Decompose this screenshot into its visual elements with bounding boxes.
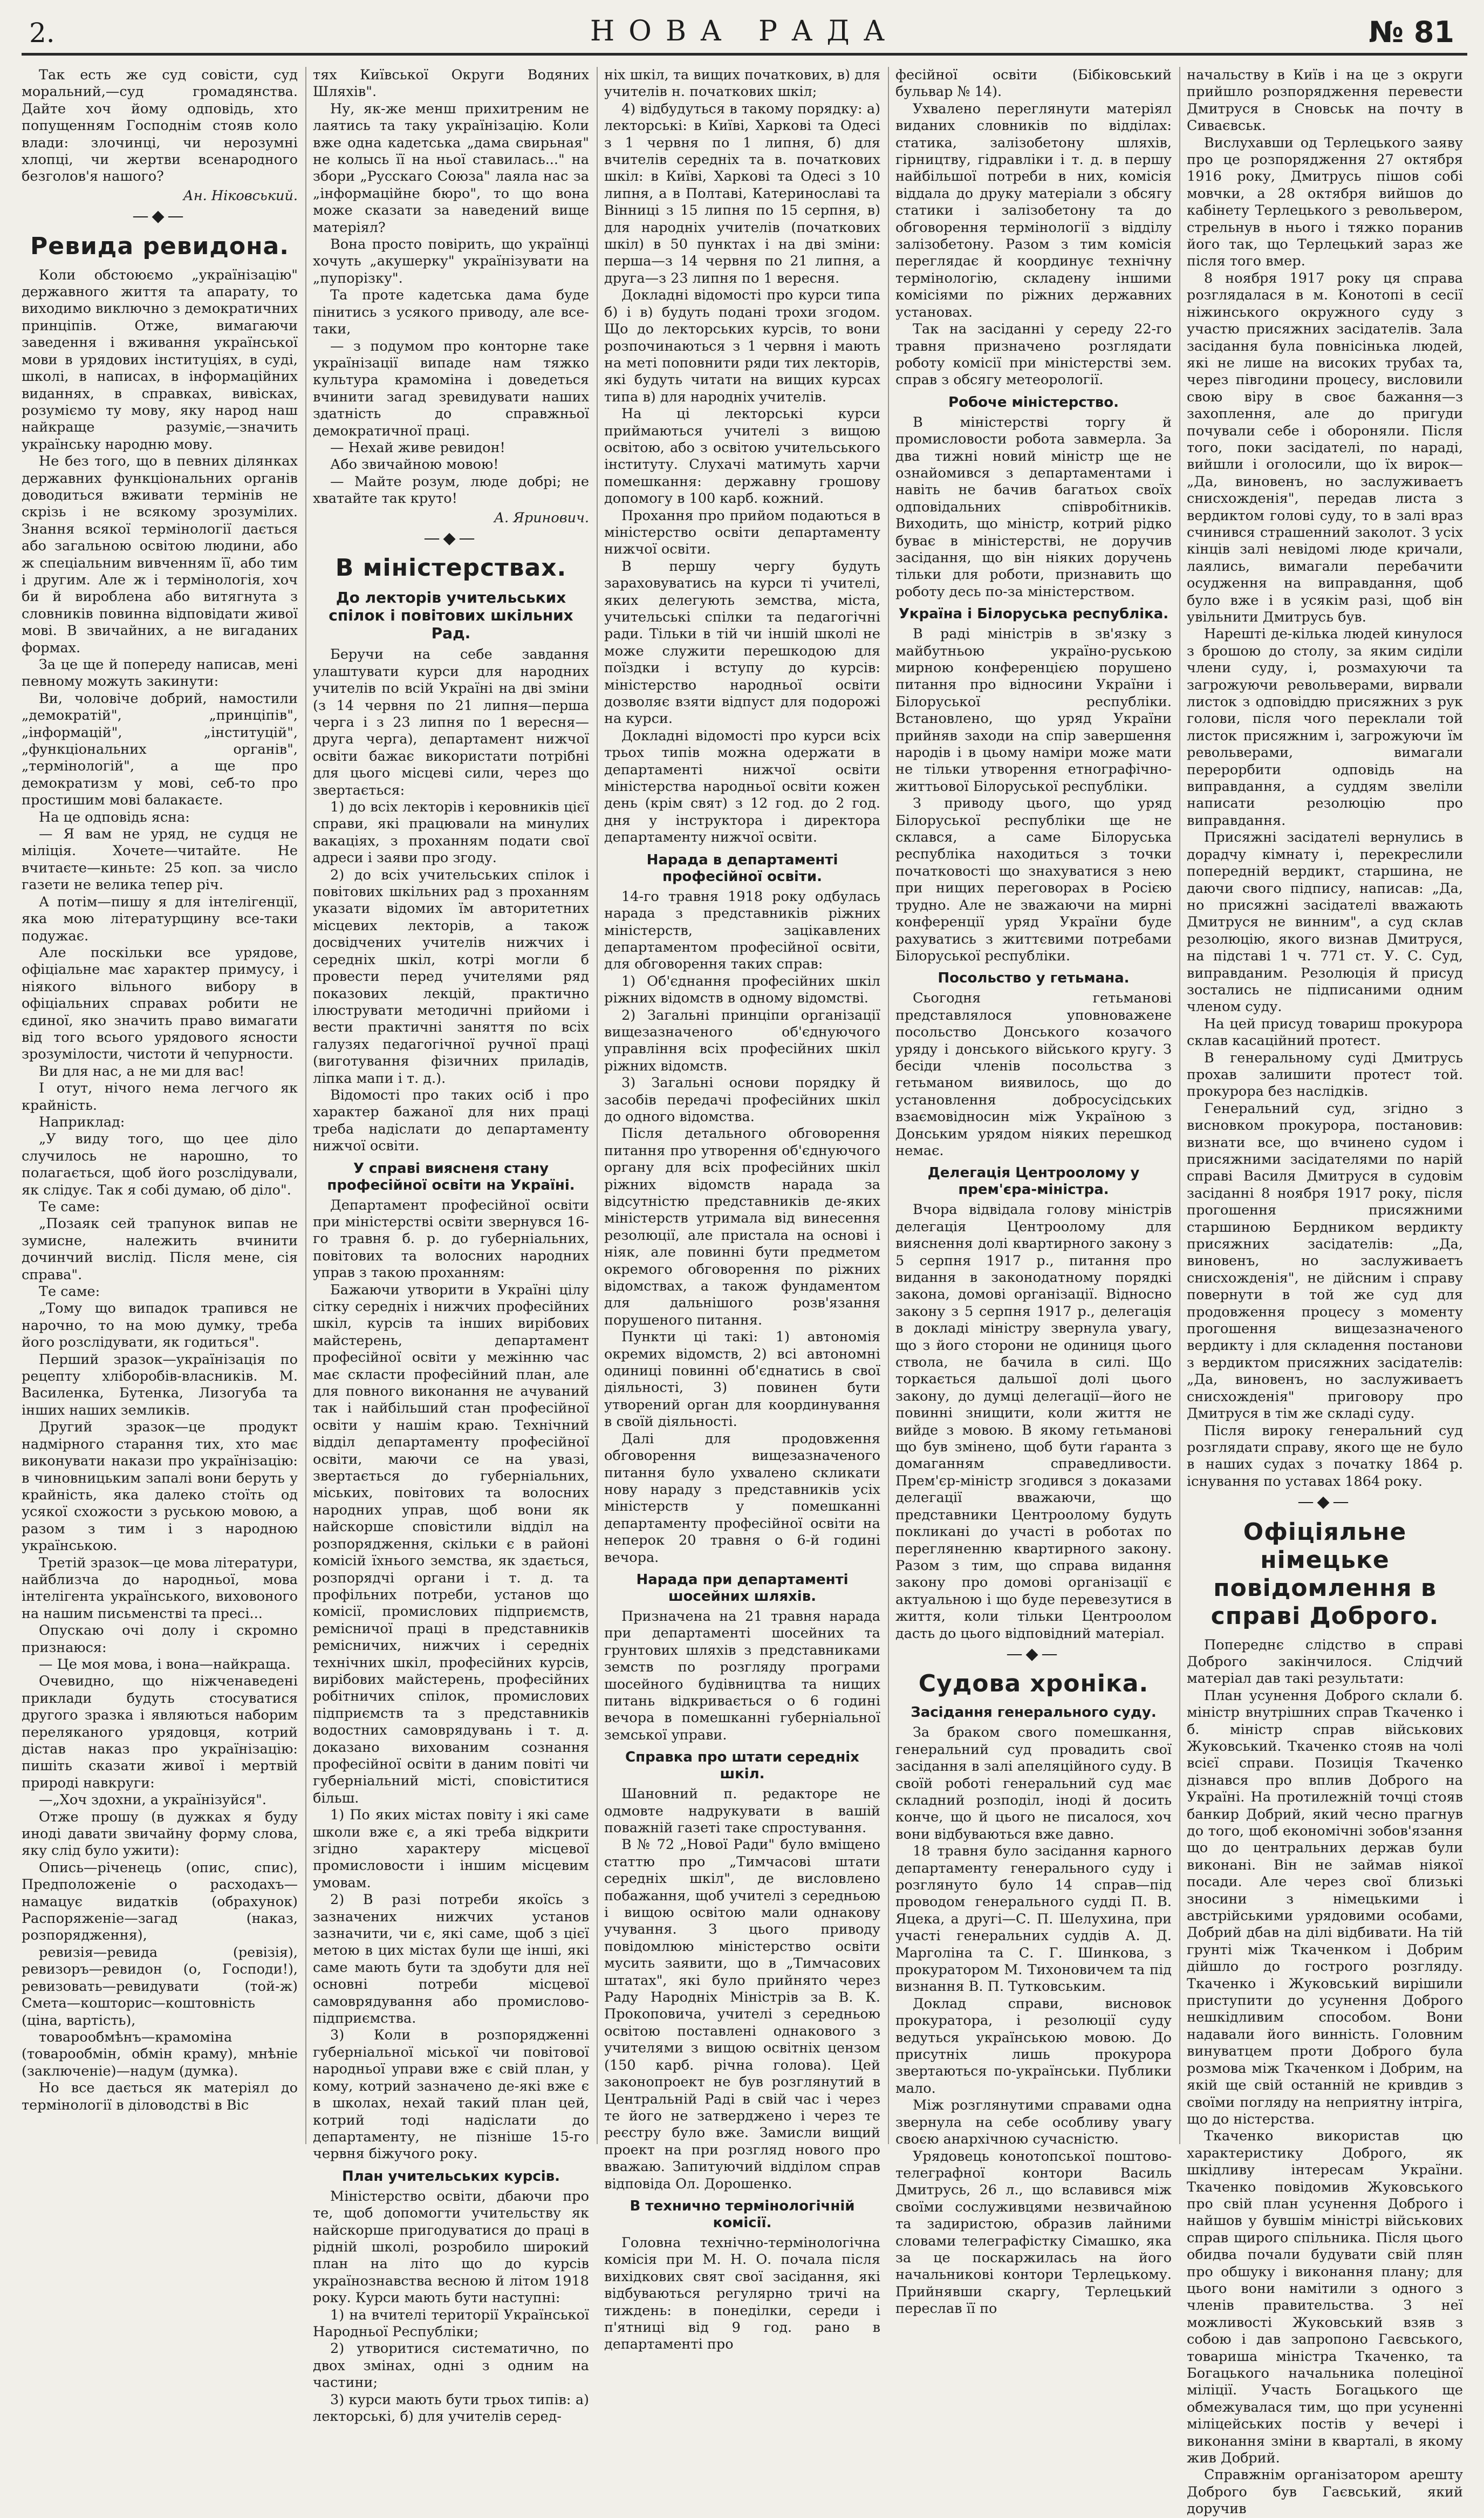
paragraph: Після детального обговорення питання про утворення об'єднуючого органу для всіх професійних шкіл ріжних відомств нарада за відсутністю представників де-яких міністерств утримала від винесення резолюції, але пристала на основі і ніяк, але повинні бути предметом окремого обговорення по ріжних відомствах, а також фундаментом для дальнішого розв'язання порушеного питання. xyxy=(604,1125,880,1328)
subheading: В технично термінологічній комісії. xyxy=(630,2198,855,2231)
paragraph: Вчора відвідала голову міністрів делегація Центроолому для вияснення долі квартирного закону з 5 серпня 1917 р., питання про видання в законодатному порядкі закона, домові організації. Відносно закону з 5 серпня 1917 р., делегація в докладі міністру звернула увагу, що з його сторони не одиниця цього ствола, не бачила в силі. Що торкається дальшої долі цього закону, до думці делегації—його не повинні знищити, коли життя не вийде з мовою. В якому гетьманові що був змінено, щоб бути ґаранта з домаганням справедливости. Прем'єр-міністр згодився з доказами делегації вважаючи, що представники Центроолому будуть покликані до участі в роботах по перегляненню квартирного закону. Разом з тим, що справа видання закону про домові організації є актуальною і що буде перевезутися в життя, коли тільки Центроолом дасть до цього відповідний матеріал. xyxy=(895,1202,1172,1642)
article-heading: Ревида ревидона. xyxy=(30,232,289,260)
paragraph: Міністерство освіти, дбаючи про те, щоб допомогти учительству як найскорше пригодуватися до праці в рідній школі, розробило широкий план на літо що до курсів українознавства весною й літом 1918 року. Курси мають бути наступні: xyxy=(313,2188,589,2307)
column-rule xyxy=(1179,67,1180,2144)
paragraph: 3) курси мають бути трьох типів: а) лекторські, б) для учителів серед- xyxy=(313,2391,589,2425)
section-heading: В міністерствах. xyxy=(335,554,567,582)
paragraph: ніх шкіл, та вищих початкових, в) для учителів н. початкових шкіл; xyxy=(604,67,880,100)
paragraph: Між розглянутими справами одна звернула на себе особливу увагу своєю анархічною сучасністю. xyxy=(895,2097,1172,2148)
paragraph: Не без того, що в певних ділянках державних функціональних органів доводиться вживати термінів не скрізь і не всякому зрозумілих. Знання всякої термінології дається або загальною освітою людини, або ж спеціальним вивченням її, або тим і другим. Але ж і термінологія, хоч би й вироблена або витягнута з словників повинна відповідати живої мові. В звичайних, а не вигаданих формах. xyxy=(22,453,298,656)
paragraph: Департамент професійної освіти при міністерстві освіти звернувся 16-го травня б. р. до губерніальних, повітових та волосних народних управ з такою проханням: xyxy=(313,1197,589,1281)
paragraph: З приводу цього, що уряд Білоруської республіки ще не склався, а саме Білоруська республіка находиться з точки початковості що знахуватися з нею при нищих переговорах в Росією трудно. Але не зважаючи на мирні конференції уряд України буде рахуватись з життєвими потребами Білоруської республіки. xyxy=(895,795,1172,964)
paragraph: Але поскільки все урядове, офіціальне має характер примусу, і ніякого вільного вибору в офіціальних справах робити не єдиної, яко значить право вимагати від того всього урядового ясности зрозумілости, чистоти й чепурности. xyxy=(22,944,298,1063)
column-rule xyxy=(305,67,306,2144)
paragraph: 1) По яких містах повіту і які саме школи вже є, а які треба відкрити згідно характеру місцевої промисловости і іншим місцевим умовам. xyxy=(313,1807,589,1891)
paragraph: Опись—річенець (опис, спис), Предположеніе о расходахъ—намацує видатків (обрахунок) Распоряженіе—загад (наказ, розпорядження), xyxy=(22,1859,298,1944)
newspaper-page xyxy=(22,11,1467,2517)
paragraph: Отже прошу (в дужках я буду иноді давати звичайну форму слова, яку слід було ужити): xyxy=(22,1809,298,1859)
paragraph: — Це моя мова, і вона—найкраща. xyxy=(39,1656,291,1673)
column-2 xyxy=(313,67,589,2425)
paragraph: Очевидно, що ніжченаведені приклади будуть стосуватися другого зразка і являються наборим переляканого урядовця, котрий дістав наказ про українізацію: пишіть сказати живої і мертвій природі навкруги: xyxy=(22,1673,298,1791)
page-number: 2. xyxy=(29,17,55,49)
paragraph: Те саме: xyxy=(39,1284,100,1300)
paragraph: Та проте кадетська дама буде пінитись з усякого приводу, але все-таки, xyxy=(313,287,589,338)
paragraph: товарообмѣнъ—крамоміна (товарообмін, обмін краму), мнѣніе (заключеніе)—надум (думка). xyxy=(22,2029,298,2079)
paragraph: В генеральному суді Дмитрусь прохав залишити протест той. прокурора без наслідків. xyxy=(1187,1049,1463,1100)
paragraph: І отут, нічого нема легчого як крайність. xyxy=(22,1080,298,1114)
article-heading: Офіціяльне німецьке повідомлення в справі Доброго. xyxy=(1211,1518,1439,1630)
paragraph: 1) на вчителі території Української Народньої Республіки; xyxy=(313,2307,589,2340)
paragraph: Третій зразок—це мова літератури, найблизча до народньої, мова інтелігента українського, виховоного на нашим письменстві та пресі... xyxy=(22,1554,298,1622)
paragraph: Ткаченко використав цю характеристику Доброго, як шкідливу інтересам України. Ткаченко повідомив Жуковського про свій план усунення Доброго і найшов у бувшім міністрі військових справ щирого спільника. Після цього обидва почали будувати свій плян про обшуку і виконання плану; для цього вони намітили з одного з членів правительства. З неї можливості Жуковський взяв з собою і дав запропоно Гаєвського, товариша міністра Ткаченко, та Богацького начальника полеціної міліції. Участь Богацького ще обмежувалася тим, що при усуненні міліцейських постів у вечері і виконання зміни в кварталі, в якому жив Добрий. xyxy=(1187,2128,1463,2467)
subheading: Посольство у гетьмана. xyxy=(938,970,1130,987)
paragraph: На це одповідь ясна: xyxy=(39,809,190,825)
paragraph: Перший зразок—українізація по рецепту хліборобів-власників. М. Василенка, Бутенка, Лизогуба та інших наших земликів. xyxy=(22,1351,298,1418)
paragraph: Так есть же суд совісти, суд моральний,—суд громадянства. Дайте хоч йому одповідь, хто попущенням Господнім стояв коло влади: злочинці, чи нерозумні хлопці, чи жертви всенародного безголов'я нашого? xyxy=(22,67,298,185)
paragraph: Но все дається як матеріял до термінології в діловодстві в Віс xyxy=(22,2080,298,2113)
paragraph: Урядовець конотопської поштово-телеграфної контори Василь Дмитрусь, 26 л., що вславився між своїми сослуживцями незвичайною та задиристою, образив лайними словами телеграфістку Сімашко, яка за це поскаржилась на його начальникові контори Терлецькому. Прийнявши скаргу, Терлецький переслав її по xyxy=(895,2148,1172,2317)
subheading: Засідання генерального суду. xyxy=(911,1704,1157,1721)
paragraph: Попереднє слідство в справі Доброго закінчилося. Слідчий матеріал дав такі результати: xyxy=(1187,1636,1463,1687)
paragraph: Відомості про таких осіб і про характер бажаної для них праці треба надіслати до департаменту нижчої освіти. xyxy=(313,1087,589,1155)
ornament-divider: —◆— xyxy=(1006,1644,1061,1663)
subheading: Справка про штати середніх шкіл. xyxy=(625,1749,859,1783)
paragraph: Призначена на 21 травня нарада при департаменті шосейних та грунтових шляхів з представниками земств по розгляду програми шосейного будівництва та нищих питань відкривається о 6 годині вечора в помешканні губерніальної земської управи. xyxy=(604,1608,880,1743)
paragraph: Справжнім організатором арешту Доброго був Гаєвський, який доручив xyxy=(1187,2467,1463,2517)
paragraph: Ухвалено переглянути матеріял виданих словників по відділах: статика, залізобетону шляхів, гірництву, гідравліки і т. д. в першу найбільшої потреби в них, комісія віддала до друку матеріали з обсягу статики і залізобетону та до обговорення термінології з відділу залізобетону. Разом з тим комісія переглядає й координує технічну термінологію, складену іншими комісіями по ріжних державних установах. xyxy=(895,100,1172,320)
paragraph: — Майте розум, люде добрі; не хватайте так круто! xyxy=(313,473,589,507)
paragraph: Другий зразок—це продукт надмірного старання тих, хто має виконувати накази про українізацію: в чиновницьким запалі вони беруть у крайність, яка далеко стоїть од усякої схожости з руською мовою, а разом з тим і з народною українською. xyxy=(22,1419,298,1554)
section-heading: Судова хроніка. xyxy=(918,1670,1149,1698)
paragraph: 2) утворитися систематично, по двох змінах, одні з одним на частини; xyxy=(313,2340,589,2391)
paragraph: 2) В разі потреби якоїсь з зазначених нижчих установ зазначити, чи є, які саме, щоб з цієї метою в цих містах були ще інші, які саме мають бути та здобути для неї основні потреби місцевої самоврядування або промислово-підприємства. xyxy=(313,1892,589,2027)
paragraph: 1) Об'єднання професійних шкіл ріжних відомств в одному відомстві. xyxy=(604,973,880,1007)
paragraph: — Я вам не уряд, не судця не міліція. Хочете—читайте. Не вчитаєте—киньте: 25 коп. за число газети не велика тепер річ. xyxy=(22,826,298,893)
paragraph: 2) до всіх учительських спілок і повітових шкільних рад з проханням указати відомих їм авторитетних місцевих лекторів, а також досвідчених учителів нижчих і середніх шкіл, котрі могли б провести перед учителями ряд показових лекцій, практично ілюструвати методичні прийоми і вести практичні заняття по всіх галузях педагогічної ручної праці (виготування фізичних приладів, ліпка мапи і т. д.). xyxy=(313,866,589,1087)
paragraph: Ви, чоловіче добрий, намостили „демократій", „принціпів", „інформацій", „інституцій", „функціональних органів", „термінологій", а ще про демократизм у мові, себ-то про простишим мові балакаєте. xyxy=(22,690,298,809)
subheading: План учительських курсів. xyxy=(342,2168,560,2185)
paragraph: 1) до всіх лекторів і керовників цієї справи, які працювали на минулих вакаціях, з проханням подати свої адреси і заяви про згоду. xyxy=(313,799,589,866)
paragraph: Далі для продовження обговорення вищезазначеного питання було ухвалено скликати нову нараду з представників усіх міністерств у помешканні департаменту професійної освіти на неперок 20 травня о 6-й годині вечора. xyxy=(604,1430,880,1566)
paragraph: Бажаючи утворити в Україні цілу сітку середніх і нижчих професійних шкіл, курсів та інших вирібових майстерень, департамент професійної освіти у межінню час має скласти професійний план, але для повного виконання не ачуваний так і найбільший стан професійної освіти у нашім краю. Технічний відділ департаменту професійної освіти, маючи се на увазі, звертається до губерніальних, міських, повітових та волосних народних управ, щоб вони як найскорше сповістили відділ на розпорядження, скільки є в районі комісій їхнього земства, як здається, розпорядчі органи і т. д. та профільних потреби, установ що комісії, промислових підприємств, ремісничої праці в представників ремісничих, нижчих і середніх технічних шкіл, професійних курсів, вирібових майстерень, професійних робітничих спілок, промислових підприємств та з представників водостних самоврядувань і т. д. доказано вихованим сознання професійної освіти в даним повіті чи губерніальний місті, сповіститися більш. xyxy=(313,1281,589,1806)
column-1 xyxy=(22,67,298,2144)
paragraph: Так на засіданні у середу 22-го травня призначено розглядати роботу комісії при міністерстві зем. справ з обсягу метеорології. xyxy=(895,321,1172,388)
paragraph: Після вироку генеральний суд розглядати справу, якого ще не було в наших судах з початку 1864 р. існування по уставах 1864 року. xyxy=(1187,1422,1463,1490)
masthead xyxy=(22,11,1467,56)
paragraph: В міністерстві торгу й промисловости робота завмерла. За два тижні новий міністр ще не ознайомився з департаментами і навіть не бачив багатьох своїх одповідальних співробітників. Виходить, що міністр, котрий рідко буває в міністерстві, не доручив засідання, що він ніяких доручень тільки для роботи, признавить що роботу десь по-за міністерством. xyxy=(895,414,1172,600)
paragraph: Докладні відомості про курси всіх трьох типів можна одержати в департаменті нижчої освіти міністерства народньої освіти кожен день (крім свят) з 12 год. до 2 год. дня у інструктора і директора департаменту нижчої освіти. xyxy=(604,727,880,846)
paragraph: 3) Загальні основи порядку й засобів передачі професійних шкіл до одного відомства. xyxy=(604,1075,880,1125)
paragraph: Вислухавши од Терлецького заяву про це розпорядження 27 октября 1916 року, Дмитрусь пішов собі мовчки, а 28 октября вийшов до кабінету Терлецького з револьвером, стрельнув в нього і тяжко поранив його так, що Терлецький зараз же після того вмер. xyxy=(1187,134,1463,270)
paragraph: Шановний п. редакторе не одмовте надрукувати в вашій поважній газеті таке спростування. xyxy=(604,1786,880,1836)
newspaper-title: НОВА РАДА xyxy=(590,15,899,47)
paragraph: фесійної освіти (Бібіковський бульвар № 14). xyxy=(895,67,1172,100)
paragraph: Ну, як-же менш прихитреним не лаятись та таку українізацію. Коли вже одна кадетська „дама свирьная" не колысь її на ньої ставилась..." на збори „Русскаго Союза" лаяла нас за „інформаційне бюро", то що вона може сказати за наведений вище матеріял? xyxy=(313,100,589,236)
paragraph: 4) відбудуться в такому порядку: а) лекторські: в Київі, Харкові та Одесі з 1 червня по 1 липня, б) для вчителів середніх та в. початкових шкіл: в Київі, Харкові та Одесі з 10 липня, а в Полтаві, Катеринославі та Вінниці з 15 липня по 15 серпня, в) для народніх учителів (початкових шкіл) в 50 пунктах і на дві зміни: перша—з 14 червня по 21 липня, а друга—з 23 липня по 1 вересня. xyxy=(604,100,880,286)
issue-number: № 81 xyxy=(1369,15,1454,49)
column-5 xyxy=(1187,67,1463,2517)
paragraph: — Нехай живе ревидон! xyxy=(330,439,505,456)
paragraph: Опускаю очі долу і скромно признаюся: xyxy=(22,1622,298,1656)
column-4 xyxy=(895,67,1172,2317)
subheading: Нарада при департаменті шосейних шляхів. xyxy=(636,1571,849,1605)
paragraph: Нарешті де-кілька людей кинулося з брошою до столу, за яким сиділи члени суду, і, розмахуючи та загрожуючи револьверами, вирвали листок з одповіддю присяжних з рук голови, після чого переклали той листок присяжним і, загрожуючи їм револьверами, вимагали перерорбити одповідь на виправдання, а суддям звеліли написати резолюцію про виправдання. xyxy=(1187,626,1463,829)
paragraph: Беручи на себе завдання улаштувати курси для народних учителів по всій Україні на дві зміни (з 14 червня по 21 липня—перша черга і з 23 липня по 1 вересня—друга черга), департамент нижчої освіти бажає використати потрібні для цього місцеві сили, через що звертається: xyxy=(313,646,589,799)
column-rule xyxy=(597,67,598,2144)
ornament-divider: —◆— xyxy=(423,528,478,548)
subheading: Нарада в департаменті професійної освіти. xyxy=(646,851,838,885)
paragraph: Доклад справи, висновок прокуратора, і резолюції суду ведуться українською мовою. До присутніх лишь прокурора звертаються по-українськи. Публики мало. xyxy=(895,1995,1172,2097)
ornament-divider: —◆— xyxy=(1297,1492,1352,1512)
paragraph: Ви для нас, а не ми для вас! xyxy=(39,1063,245,1080)
subheading: У справі виясненя стану професійної освіти на Україні. xyxy=(327,1160,575,1193)
paragraph: Або звичайною мовою! xyxy=(330,456,499,473)
paragraph: тях Київської Округи Водяних Шляхів". xyxy=(313,67,589,100)
paragraph: Прохання про прийом подаються в міністерство освіти департаменту нижчої освіти. xyxy=(604,507,880,558)
paragraph: Те саме: xyxy=(39,1199,100,1215)
paragraph: начальству в Київ і на це з округи прийшло розпорядження перевести Дмитруся в Сновськ на почту в Сиваєвськ. xyxy=(1187,67,1463,134)
author-signature: А. Яринович. xyxy=(494,509,589,526)
paragraph: — з подумом про конторне таке українізації випаде нам тяжко культура крамоміна і доведеться вчинити загад зревидувати наших здатність до справжньої демократичної праці. xyxy=(313,338,589,439)
paragraph: На ці лекторські курси приймаються учителі з вищою освітою, або з освітою учительського інституту. Слухачі матимуть харчи помешкання: державну грошову допомогу в 100 карб. кожний. xyxy=(604,406,880,507)
paragraph: Генеральний суд, згідно з висновком прокурора, постановив: визнати все, що вчинено судом і присяжними засідателями по нарій справі Василя Дмитруся в судовім засіданні 8 ноября 1917 року, після прогошення присяжними старшиною Бердником вердикту присяжних засідателів: „Да, виновенъ, но заслуживаетъ снисхожденія", не дійсним і справу повернути в той же суд для продовження процесу з моменту прогошення вищезазначеного вердикту і для складення постанови з вердиктом присяжних засідателів: „Да, виновенъ, но заслуживаетъ снисхожденія" приговору про Дмитруся в тім же складі суду. xyxy=(1187,1100,1463,1422)
paragraph: 8 ноября 1917 року ця справа розглядалася в м. Конотопі в сесії ніжинського окружного суду з участю присяжних засідателів. Зала засідання була повнісінька людей, які не лише на високих трубах та, через півгодини процесу, висловили свою віру в своє бажання—з захоплення, але до пригуди почували себе і обороняли. Після того, поки засідателі, по нараді, вийшли і оголосили, що їх вирок—„Да, виновенъ, но заслуживаетъ снисхожденія", передав листа з вердиктом голові суду, то в залі враз счинився страшенний заколот. З усіх кінців залі невідомі люде кричали, лаялись, вимагали перебачити осудження на виправдання, щоб було вже і в усякім разі, щоб він увільнити Дмитрусь був. xyxy=(1187,270,1463,625)
column-3 xyxy=(604,67,880,2353)
paragraph: Вона просто повірить, що українці хочуть „акушерку" українізувати на „пупорізку". xyxy=(313,236,589,286)
paragraph: Сьогодня гетьманові представлялося уповноважене посольство Донського козачого уряду і донського війського кругу. З бесіди членів посольства з гетьманом виявилось, що до установлення добросусідських взаємовідносин між Україною з Донським урядом ніяких перешкод немає. xyxy=(895,990,1172,1159)
paragraph: „У виду того, що цее діло случилось не нарошно, то полагається, щоб його розслідували, як слідує. Так я собі думаю, об діло". xyxy=(22,1131,298,1198)
paragraph: ревизія—ревида (ревізія), ревизоръ—ревидон (о, Господи!), ревизовать—ревидувати (той-ж) Смета—кошторис—коштовність (ціна, вартість), xyxy=(22,1944,298,2029)
subheading: Делегація Центроолому у прем'єра-міністра. xyxy=(927,1165,1140,1198)
paragraph: 14-го травня 1918 року одбулась нарада з представників ріжних міністерств, зацікавлених департаментом професійної освіти, для обговорення таких справ: xyxy=(604,888,880,973)
paragraph: „Позаяк сей трапунок випав не зумисне, належить вчинити дочинчий вислід. Після мене, сія справа". xyxy=(22,1216,298,1283)
ornament-divider: —◆— xyxy=(132,207,187,226)
paragraph: Головна технічно-термінологічна комісія при М. Н. О. почала після вихідкових свят свої засідання, які відбуваються регулярно тричі на тиждень: в понеділки, середи і п'ятниці від 9 год. рано в департаменті про xyxy=(604,2234,880,2353)
paragraph: В раді міністрів в зв'язку з майбутньою україно-руською мирною конференцією порушено питання про відносини України і Білоруської республіки. Встановлено, що уряд України прийняв заходи на спір завершення народів і в цьому наміри може мати не тільки утворення етнографічно-життьової Білоруської республіки. xyxy=(895,626,1172,795)
subheading: Робоче міністерство. xyxy=(948,394,1119,411)
paragraph: 18 травня було засідання карного департаменту генерального суду і розглянуто було 14 справ—під проводом генерального судді П. В. Яцека, а другі—С. П. Шелухина, при участі генеральних суддів А. Д. Марголіна та С. Г. Шинкова, з прокуратором М. Тихоновичем та під визнання В. П. Тутковським. xyxy=(895,1843,1172,1995)
paragraph: В № 72 „Нової Ради" було вміщено статтю про „Тимчасові штати середніх шкіл", де висловлено побажання, щоб учителі з середньою і вищою освітою мали однакову учування. З цього приводу повідомлюю міністерство освіти мусить заявити, що в „Тимчасових штатах", які було прийнято через Раду Народніх Міністрів за В. К. Прокоповича, учителі з середньою освітою поставлені однакового з учителями з вищою освітніх цензом (150 карб. річна голова). Цей законопроект не був розглянутий в Центральній Раді в свій час і через те його не затверджено і через те реєстру було вже. Замисли вищий проект на при розгляд нового про вважаю. Запитуючий відділом справ відповіда Ол. Дорошенко. xyxy=(604,1837,880,2192)
paragraph: Коли обстоюємо „українізацію" державного життя та апарату, то виходимо виключно з демократичних принціпів. Отже, вимагаючи заведення і вживання української мови в урядових інституціях, в суді, школі, в написах, в інформаційних виданнях, в справках, вивісках, розуміємо ту мову, яку народ наш найкраще разуміє,—значить українську народню мову. xyxy=(22,267,298,453)
author-signature: Ан. Ніковський. xyxy=(183,187,298,204)
paragraph: План усунення Доброго склали б. міністр внутрішних справ Ткаченко і б. міністр справ військових Жуковський. Ткаченко стояв на чолі всієї справи. Позиція Ткаченко дізнався про вплив Доброго на Україні. На протилежній точці стояв банкир Добрий, який чесно прагнув до того, щоб економічні зобов'язання що до центральних держав були виконані. Він не займав ніякої посади. Але через свої близькі зносини з німецькими і австрійськими урядовими особами, Добрий дбав на ділі відбивати. На тій грунті між Ткаченком і Добрим дійшло до гострого розгляду. Ткаченко і Жуковський вирішили приступити до усунення Доброго нешкідливим способом. Вони надавали його винність. Головним винуватцем проти Доброго була розмова між Ткаченком і Добрим, на якій ще свій останній не кривдив з своїми погляду на неприятну інтріга, що до ністерства. xyxy=(1187,1687,1463,2127)
paragraph: Докладні відомості про курси типа б) і в) будуть подані трохи згодом. Що до лекторських курсів, то вони розпочинаються з 1 червня і мають на меті поповнити ряди тих лекторів, які будуть читати на вищих курсах типа в) для народніх учителів. xyxy=(604,287,880,405)
paragraph: „Тому що випадок трапився не нарочно, то на мою думку, треба його розслідувати, як годиться". xyxy=(22,1300,298,1351)
column-rule xyxy=(888,67,889,2144)
paragraph: За це ще й попереду написав, мені певному можуть закинути: xyxy=(22,657,298,690)
paragraph: Пункти ці такі: 1) автономія окремих відомств, 2) всі автономні одиниці повинні об'єднатись в свої діяльності, 3) повинен бути утворений орган для координування в своїй діяльності. xyxy=(604,1329,880,1430)
paragraph: —„Хоч здохни, а українізуйся". xyxy=(39,1792,266,1809)
paragraph: 2) Загальні принціпи організації вищезазначеного об'єднуючого управління всіх професійних шкіл ріжних відомств. xyxy=(604,1007,880,1074)
paragraph: Наприклад: xyxy=(39,1114,125,1130)
paragraph: 3) Коли в розпорядженні губерніальної міської чи повітової народньої управи вже є свій план, у кому, котрий зазначено де-які вже є в школах, нехай такий план цей, котрий тоді надіслати до департаменту, не пізніше 15-го червня біжучого року. xyxy=(313,2027,589,2162)
paragraph: На цей присуд товариш прокурора склав касаційний протест. xyxy=(1187,1015,1463,1049)
subheading: Україна і Білоруська республіка. xyxy=(898,606,1169,623)
paragraph: За браком свого помешкання, генеральний суд провадить свої засідання в залі апеляційного суду. В своїй роботі генеральний суд має складний розподіл, іноді й досить конче, що й цього не писалося, хоч вони відбуваються вже давно. xyxy=(895,1724,1172,1843)
subheading: До лекторів учительських спілок і повітових шкільних Рад. xyxy=(329,589,573,643)
paragraph: Присяжні засідателі вернулись в дорадчу кімнату і, перекреслили попередній вердикт, старшина, не даючи свого підпису, написав: „Да, но присяжні засідателі вважають Дмитруся не винним", а суд склав резолюцію, якого визнав Дмитруся, на підставі 1 ч. 771 ст. У. С. Суд, виправданим. Резолюція й присуд зостались не підписаними одним членом суду. xyxy=(1187,829,1463,1015)
paragraph: В першу чергу будуть зараховуватись на курси ті учителі, яких делегують земства, міста, учительські спілки та педагогічні ради. Тільки в тій чи іншій школі не може служити перешкодою для поїздки і вступу до курсів: міністерство народньої освіти дозволяє взяти відпуст для подорожі на курси. xyxy=(604,558,880,727)
paragraph: А потім—пишу я для інтелігенції, яка мою літературщину все-таки подужає. xyxy=(22,893,298,944)
